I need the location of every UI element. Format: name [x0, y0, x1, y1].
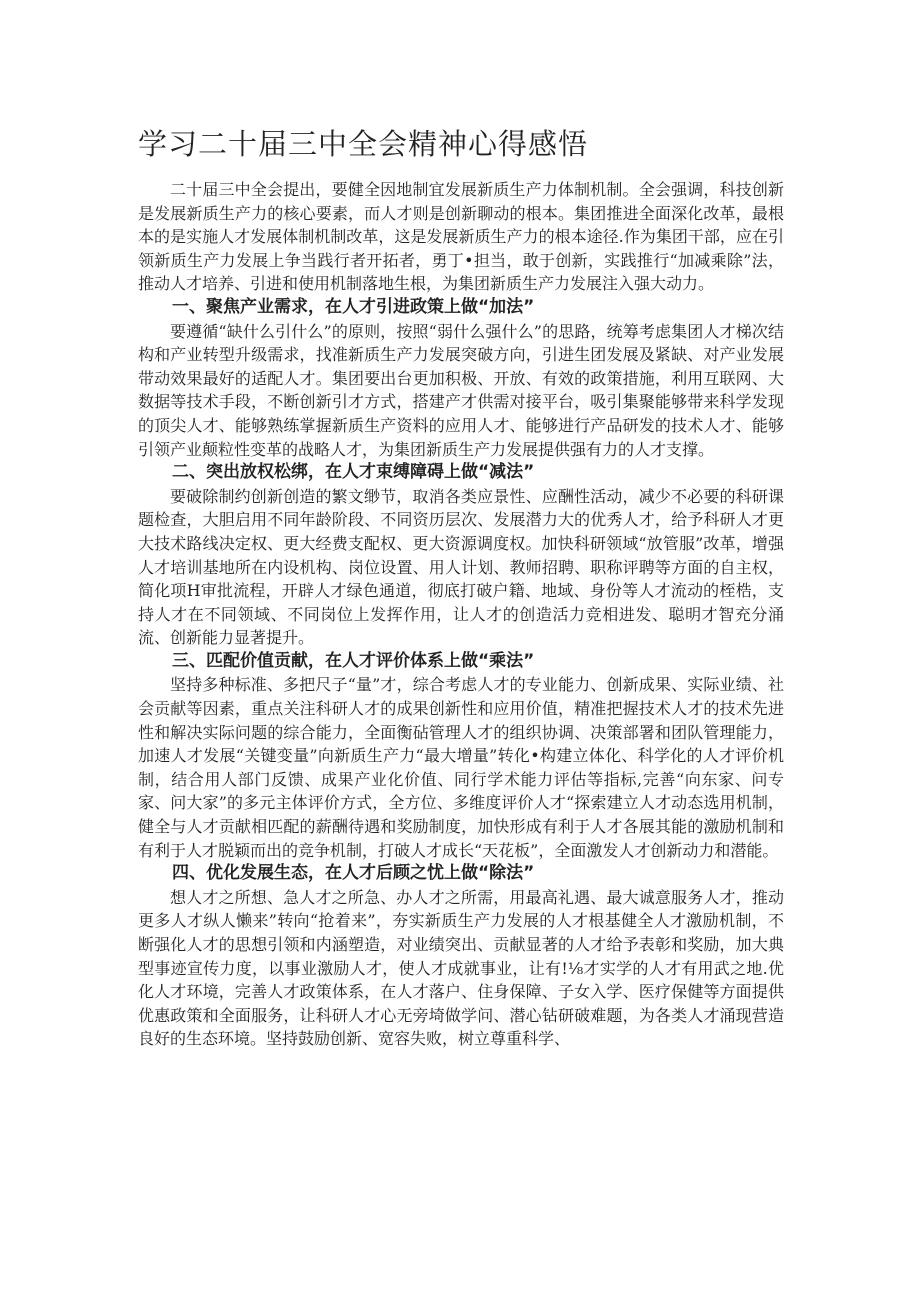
section-paragraph-1: 要遵循“缺什么引什么”的原则，按照“弱什么强什么”的思路，统筹考虑集团人才梯次结构和产业转型升级需求，找准新质生产力发展突破方向，引进生团发展及紧缺、对产业发展带动效果最好的适配人才。集团要出台更加积极、开放、有效的政策措施，利用互联网、大数据等技术手段，不断创新引才方式，搭建产才供需对接平台，吸引集聚能够带来科学发现的顶尖人才、能够熟练掌握新质生产资料的应用人才、能够进行产品研发的技术人才、能够引领产业颠粒性变革的战略人才，为集团新质生产力发展提供强有力的人才支撑。: [138, 321, 784, 459]
section-heading-1: 一、聚焦产业需求，在人才引进政策上做“加法”: [172, 296, 535, 317]
section-heading-3: 三、匹配价值贡献，在人才评价体系上做“乘法”: [172, 650, 535, 671]
document-body: [138, 178, 784, 1051]
section-heading-2: 二、突出放权松绑，在人才束缚障碍上做“减法”: [172, 462, 535, 483]
document-title: 学习二十届三中全会精神心得感悟: [138, 127, 589, 161]
section-paragraph-2: 要破除制约创新创造的繁文缈节，取消各类应景性、应酬性活动，减少不必要的科研课题检查，大胆启用不同年龄阶段、不同资历层次、发展潜力大的优秀人才，给予科研人才更大技术路线决定权、更大经费支配权、更大资源调度权。加快科研领域“放管服”改革，增强人才培训基地所在内设机构、岗位设置、用人计划、教师招聘、职称评聘等方面的自主权，简化项H审批流程，开辟人才绿色通道，彻底打破户籍、地域、身份等人才流动的桎梏，支持人才在不同领域、不同岗位上发挥作用，让人才的创造活力竞相进发、聪明才智充分涌流、创新能力显著提升。: [138, 486, 784, 648]
section-heading-4: 四、优化发展生态，在人才后顾之忧上做“除法”: [172, 863, 535, 884]
intro-paragraph: 二十届三中全会提出，要健全因地制宜发展新质生产力体制机制。全会强调，科技创新是发展新质生产力的核心要素，而人才则是创新聊动的根本。集团推进全面深化改革，最根本的是实施人才发展体制机制改革，这是发展新质生产力的根本途径.作为集团干部，应在引领新质生产力发展上争当践行者开拓者，勇丁•担当，敢于创新，实践推行“加减乘除”法，推动人才培养、引进和使用机制落地生根，为集团新质生产力发展注入强大动力。: [138, 180, 784, 294]
section-paragraph-4: 想人才之所想、急人才之所急、办人才之所需，用最高礼遇、最大诚意服务人才，推动更多人才纵人懒来”转向“抢着来”，夯实新质生产力发展的人才根基健全人才激励机制，不断强化人才的思想引领和内涵塑造，对业绩突出、贡献显著的人才给予表彰和奖励，加大典型事迹宣传力度，以事业激励人才，使人才成就事业，让有!⅛才实学的人才有用武之地.优化人才环境，完善人才政策体系，在人才落户、住身保障、子女入学、医疗保健等方面提供优惠政策和全面服务，让科研人才心无旁埼做学问、潜心钻研破难题，为各类人才涌现营造良好的生态环境。坚持鼓励创新、宽容失败，树立尊重科学、: [138, 887, 784, 1049]
section-paragraph-3: 坚持多种标准、多把尺子“量”才，综合考虑人才的专业能力、创新成果、实际业绩、社会贡献等因素，重点关注科研人才的成果创新性和应用价值，精准把握技术人才的技术先进性和解决实际问题的综合能力，全面衡砧管理人才的组织协调、决策部署和团队管理能力，加速人才发展“关键变量”向新质生产力“最大增量”转化•构建立体化、科学化的人才评价机制，结合用人部门反馈、成果产业化价值、同行学术能力评估等指标,完善“向东家、问专家、问大家”的多元主体评价方式，全方位、多维度评价人才“探索建立人才动态选用机制，健全与人才贡献相匹配的薪酬待遇和奖励制度，加快形成有利于人才各展其能的激励机制和有利于人才脱颖而出的竞争机制，打破人才成长“天花板”，全面激发人才创新动力和潜能。: [138, 675, 784, 860]
